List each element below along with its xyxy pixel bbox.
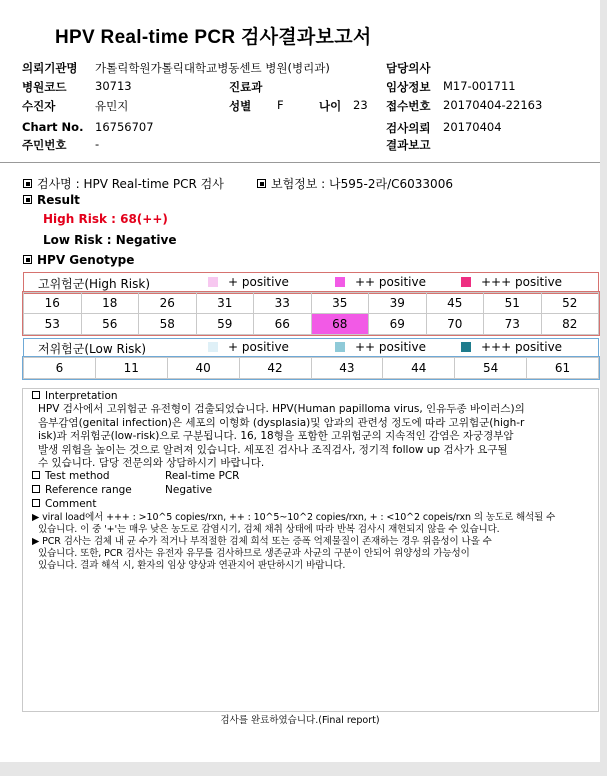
- insurance-label: 보험정보 : 나595-2라/C6033006: [271, 177, 453, 191]
- legend-swatch: [335, 342, 345, 352]
- test-name: [23, 175, 224, 192]
- label-resident-no: 주민번호: [22, 138, 67, 152]
- label-doctor: 담당의사: [386, 61, 431, 75]
- genotype-cell-56: 56: [81, 314, 139, 335]
- interpretation-heading: [32, 390, 118, 404]
- interpretation-line: HPV 검사에서 고위험군 유전형이 검출되었습니다. HPV(Human papilloma virus, 인유두종 바이러스)의: [38, 403, 525, 415]
- test-name-label: 검사명 : HPV Real-time PCR 검사: [37, 177, 224, 191]
- high-risk-row: [24, 293, 599, 314]
- value-receipt-no: 20170404-22163: [443, 98, 543, 112]
- genotype-cell-26: 26: [139, 293, 197, 314]
- header-divider: [0, 162, 600, 163]
- reference-range-row: [32, 484, 132, 498]
- result-heading: [23, 193, 80, 207]
- label-hospital-code: 병원코드: [22, 80, 67, 94]
- label-age: 나이: [319, 99, 342, 113]
- interpretation-line: 음부감염(genital infection)은 세포의 이형화 (dysplasia)및 암과의 관련성 정도에 따라 고위험군(high-r: [38, 416, 525, 429]
- reference-range-label: Reference range: [45, 484, 132, 496]
- label-request-date: 검사의뢰: [386, 121, 431, 135]
- high-risk-table: [23, 292, 599, 335]
- checkbox-icon: [23, 195, 32, 204]
- legend-swatch: [335, 277, 345, 287]
- value-sex: F: [277, 98, 284, 112]
- page-edge-right: [600, 0, 607, 776]
- genotype-cell-43: 43: [311, 358, 383, 379]
- comment-row: [32, 498, 96, 512]
- checkbox-icon: [32, 499, 40, 507]
- value-request-date: 20170404: [443, 120, 502, 134]
- result-heading-label: Result: [37, 193, 80, 207]
- test-method-row: [32, 470, 110, 484]
- genotype-heading: [23, 253, 134, 267]
- low-risk-table: [23, 357, 599, 379]
- legend-low-plusplusplus: [461, 340, 562, 354]
- checkbox-icon: [32, 391, 40, 399]
- genotype-cell-44: 44: [383, 358, 455, 379]
- legend-high-plus: [208, 275, 289, 289]
- high-risk-row: [24, 314, 599, 335]
- label-report-date: 결과보고: [386, 138, 431, 152]
- genotype-cell-53: 53: [24, 314, 82, 335]
- genotype-cell-70: 70: [426, 314, 484, 335]
- legend-high-plusplus: [335, 275, 426, 289]
- legend-low-plus: [208, 340, 289, 354]
- genotype-cell-82: 82: [541, 314, 599, 335]
- comment-line: ▶ PCR 검사는 검체 내 균 수가 적거나 부적절한 검체 희석 또는 증폭 억제물질이 존재하는 경우 위음성이 나올 수: [32, 536, 492, 547]
- test-method-value: Real-time PCR: [165, 470, 240, 482]
- report-title: HPV Real-time PCR 검사결과보고서: [55, 27, 372, 48]
- test-method-label: Test method: [45, 470, 110, 482]
- genotype-cell-58: 58: [139, 314, 197, 335]
- label-department: 진료과: [229, 80, 263, 94]
- legend-label: + positive: [228, 340, 289, 354]
- value-resident-no: -: [95, 137, 100, 151]
- genotype-cell-39: 39: [369, 293, 427, 314]
- checkbox-icon: [32, 485, 40, 493]
- genotype-cell-66: 66: [254, 314, 312, 335]
- low-risk-row: [24, 358, 599, 379]
- interpretation-line: 수 있습니다. 담당 전문의와 상담하시기 바랍니다.: [38, 457, 265, 469]
- value-clinical-info: M17-001711: [443, 79, 516, 93]
- genotype-cell-69: 69: [369, 314, 427, 335]
- genotype-cell-68: 68: [311, 314, 369, 335]
- label-institution: 의뢰기관명: [22, 61, 78, 75]
- genotype-cell-54: 54: [455, 358, 527, 379]
- genotype-cell-33: 33: [254, 293, 312, 314]
- checkbox-icon: [32, 471, 40, 479]
- label-clinical-info: 임상정보: [386, 80, 431, 94]
- comment-line: 있습니다. 이 중 '+'는 매우 낮은 농도로 감염시기, 검체 채취 상태에 따라 반복 검사시 재현되지 않을 수 있습니다.: [38, 524, 500, 535]
- genotype-cell-16: 16: [24, 293, 82, 314]
- legend-swatch: [208, 342, 218, 352]
- genotype-cell-51: 51: [484, 293, 542, 314]
- label-receipt-no: 접수번호: [386, 99, 431, 113]
- high-risk-result: High Risk : 68(++): [43, 212, 168, 226]
- page-edge-bottom: [0, 762, 607, 776]
- legend-label: ++ positive: [355, 275, 426, 289]
- genotype-cell-31: 31: [196, 293, 254, 314]
- legend-swatch: [208, 277, 218, 287]
- legend-label: + positive: [228, 275, 289, 289]
- legend-high-plusplusplus: [461, 275, 562, 289]
- genotype-cell-11: 11: [95, 358, 167, 379]
- reference-range-value: Negative: [165, 484, 213, 496]
- genotype-cell-6: 6: [24, 358, 96, 379]
- genotype-cell-18: 18: [81, 293, 139, 314]
- genotype-cell-59: 59: [196, 314, 254, 335]
- value-institution: 가톨릭학원가톨릭대학교병동센트 병원(병리과): [95, 61, 330, 75]
- label-sex: 성별: [229, 99, 252, 113]
- value-age: 23: [353, 98, 368, 112]
- low-risk-result: Low Risk : Negative: [43, 233, 177, 247]
- legend-low-plusplus: [335, 340, 426, 354]
- genotype-cell-73: 73: [484, 314, 542, 335]
- genotype-cell-52: 52: [541, 293, 599, 314]
- legend-label: +++ positive: [481, 275, 563, 289]
- genotype-cell-35: 35: [311, 293, 369, 314]
- checkbox-icon: [23, 179, 32, 188]
- checkbox-icon: [257, 179, 266, 188]
- genotype-cell-45: 45: [426, 293, 484, 314]
- checkbox-icon: [23, 255, 32, 264]
- legend-label: ++ positive: [355, 340, 426, 354]
- genotype-cell-61: 61: [527, 358, 599, 379]
- genotype-cell-42: 42: [239, 358, 311, 379]
- final-report-note: 검사를 완료하였습니다.(Final report): [220, 715, 380, 726]
- legend-swatch: [461, 342, 471, 352]
- interpretation-heading-label: Interpretation: [45, 390, 118, 402]
- legend-swatch: [461, 277, 471, 287]
- genotype-heading-label: HPV Genotype: [37, 253, 135, 267]
- value-hospital-code: 30713: [95, 79, 132, 93]
- comment-line: 있습니다. 결과 해석 시, 환자의 임상 양상과 연관지어 판단하시기 바랍니다.: [38, 560, 346, 571]
- label-patient: 수진자: [22, 99, 56, 113]
- legend-label: +++ positive: [481, 340, 563, 354]
- value-chart-no: 16756707: [95, 120, 154, 134]
- comment-label: Comment: [45, 498, 97, 510]
- genotype-cell-40: 40: [167, 358, 239, 379]
- comment-line: ▶ viral load에서 +++ : >10^5 copies/rxn, ++ : 10^5~10^2 copies/rxn, + : <10^2 copeis/rxn 의 농도로 해석될 수: [32, 512, 556, 523]
- interpretation-line: isk)과 저위험군(low-risk)으로 구분됩니다. 16, 18형을 포함한 고위험군의 지속적인 감염은 자궁경부암: [38, 430, 514, 442]
- value-patient: 유민지: [95, 99, 129, 113]
- label-chart-no: Chart No.: [22, 120, 84, 134]
- low-risk-group-label: 저위험군(Low Risk): [38, 342, 147, 356]
- insurance-info: [257, 175, 453, 192]
- high-risk-group-label: 고위험군(High Risk): [38, 277, 150, 291]
- comment-line: 있습니다. 또한, PCR 검사는 유전자 유무를 검사하므로 생존균과 사균의 구분이 안되어 위양성의 가능성이: [38, 548, 470, 559]
- interpretation-line: 발생 위험을 높이는 것으로 알려져 있습니다. 세포진 검사나 조직검사, 정기적 follow up 검사가 요구될: [38, 443, 508, 456]
